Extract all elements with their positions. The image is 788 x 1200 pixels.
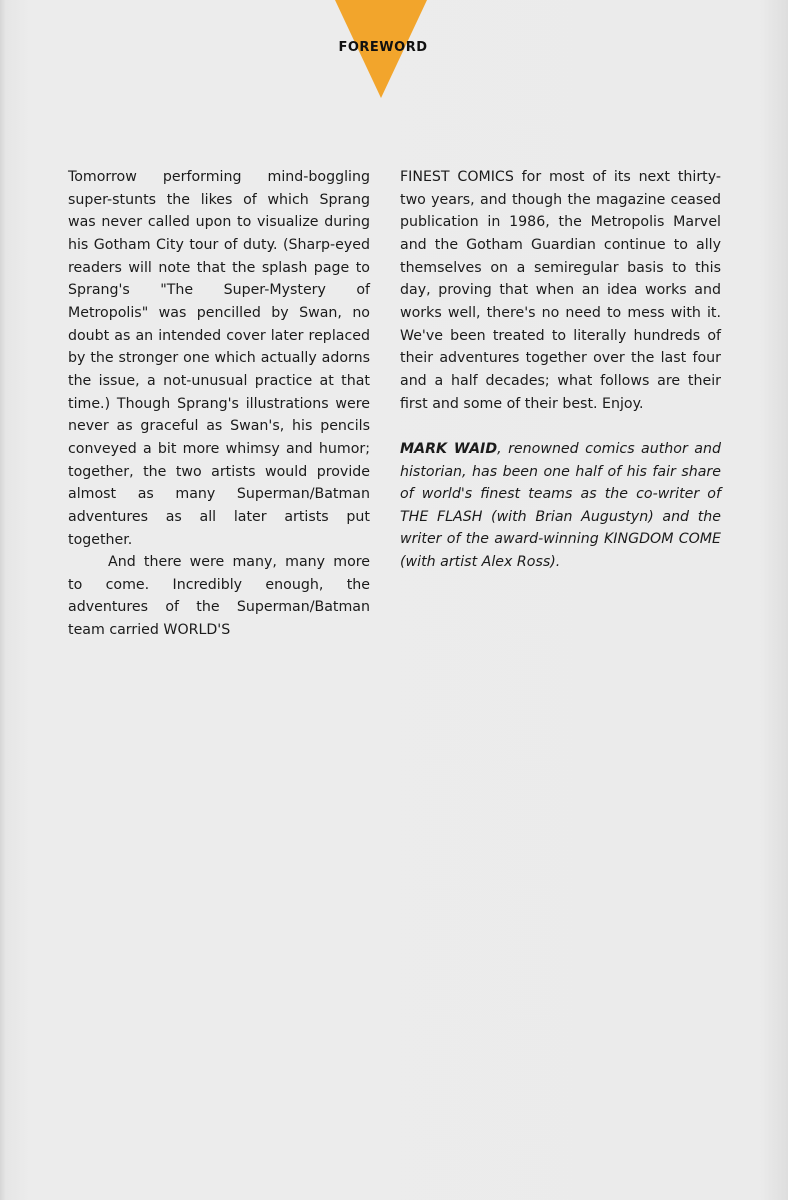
left-text-column — [68, 166, 370, 642]
right-paragraph-1: FINEST COMICS for most of its next thirty-two years, and though the magazine ceased publication in 1986, the Metropolis Marvel and the Gotham Guardian continue to ally themselves on a semiregular basis to this day, proving that when an idea works and works well, there's no need to mess with it. We've been treated to literally hundreds of their adventures together over the last four and a half decades; what follows are their first and some of their best. Enjoy. — [400, 169, 721, 412]
author-bio-text: , renowned comics author and historian, has been one half of his fair share of world's finest teams as the co-writer of THE FLASH (with Brian Augustyn) and the writer of the award-winning KINGDOM COME (with artist Alex Ross). — [400, 440, 721, 571]
author-name: MARK WAID — [400, 440, 498, 457]
left-paragraph-2: And there were many, many more to come. Incredibly enough, the adventures of the Superman/Batman team carried WORLD'S — [68, 554, 370, 639]
left-paragraph-1: Tomorrow performing mind-boggling super-stunts the likes of which Sprang was never called upon to visualize during his Gotham City tour of duty. (Sharp-eyed readers will note that the splash page to Sprang's "The Super-Mystery of Metropolis" was pencilled by Swan, no doubt as an intended cover later replaced by the stronger one which actually adorns the issue, a not-unusual practice at that time.) Though Sprang's illustrations were never as graceful as Swan's, his pencils conveyed a bit more whimsy and humor; together, the two artists would provide almost as many Superman/Batman adventures as all later artists put together. — [68, 169, 370, 548]
author-bio — [400, 438, 721, 574]
section-title: FOREWORD — [338, 40, 428, 55]
right-text-column — [400, 166, 721, 574]
